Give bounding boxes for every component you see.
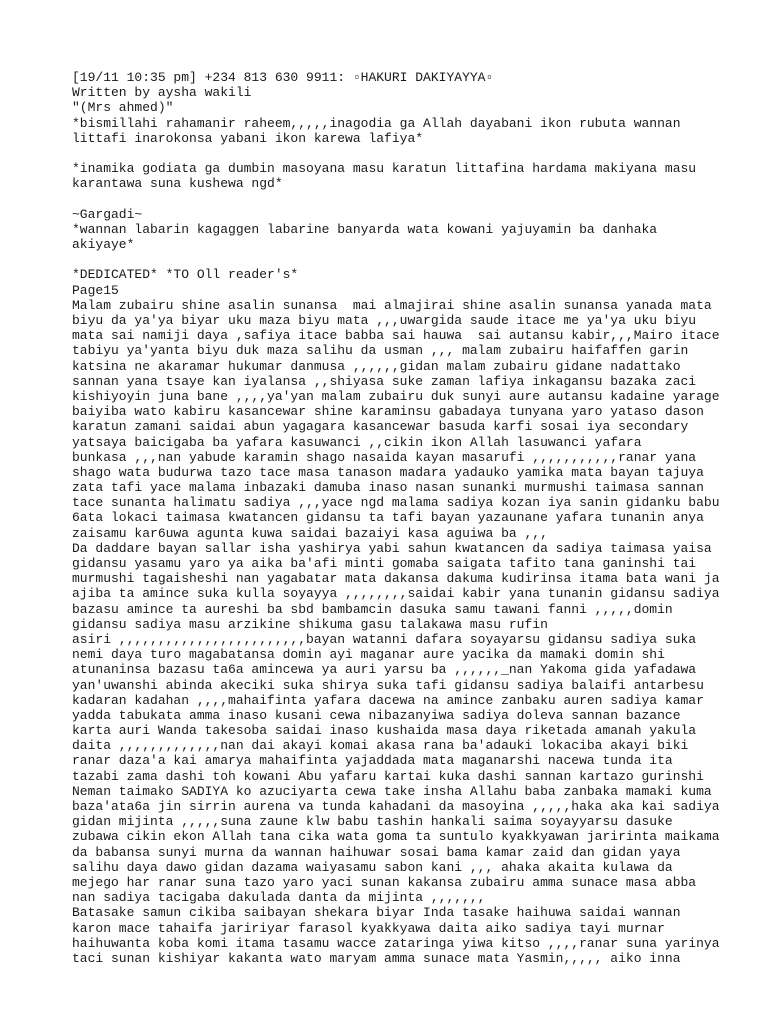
text-line: littafi inarokonsa yabani ikon karewa lafiya* xyxy=(72,130,424,146)
text-line: yan'uwanshi abinda akeciki suka shirya suka tafi gidansu sadiya balaifi antarbesu xyxy=(72,677,704,693)
text-line: yadda tabukata amma inaso kusani cewa nibazanyiwa sadiya doleva sannan bazance xyxy=(72,707,681,723)
text-line: Da daddare bayan sallar isha yashirya yabi sahun kwatancen da sadiya taimasa yaisa xyxy=(72,540,712,556)
text-line: Neman taimako SADIYA ko azuciyarta cewa take insha Allahu baba zanbaka mamaki kuma xyxy=(72,783,712,799)
text-line: karatun zamani saidai abun yagagara kasancewar basuda karfi sosai iya secondary xyxy=(72,419,689,435)
text-line: mejego har ranar suna tazo yaro yaci sunan kakansa zubairu amma sunace masa abba xyxy=(72,874,697,890)
text-line: asiri ,,,,,,,,,,,,,,,,,,,,,,,,bayan watanni dafara soyayarsu gidansu sadiya suka xyxy=(72,631,697,647)
text-line: *DEDICATED* *TO Oll reader's* xyxy=(72,267,299,283)
text-line: ~Gargadi~ xyxy=(72,206,143,222)
blank-line xyxy=(72,146,712,161)
text-line: nemi daya turo magabatansa domin ayi maganar aure yacika da mamaki domin shi xyxy=(72,647,665,663)
text-line: karon mace tahaifa jaririyar farasol kyakkyawa daita aiko sadiya tayi murnar xyxy=(72,920,665,936)
text-line: daita ,,,,,,,,,,,,,nan dai akayi komai akasa rana ba'adauki lokaciba akayi biki xyxy=(72,738,689,754)
text-line: 6ata lokaci taimasa kwatancen gidansu ta tafi bayan yazaunane yafara tunanin anya xyxy=(72,510,704,526)
text-line: bunkasa ,,,nan yabude karamin shago nasaida kayan masarufi ,,,,,,,,,,,ranar yana xyxy=(72,449,697,465)
text-line: sannan yana tsaye kan iyalansa ,,shiyasa suke zaman lafiya inkagansu bazaka zaci xyxy=(72,373,697,389)
text-line: ajiba ta amince suka kulla soyayya ,,,,,,,,saidai kabir yana tunanin gidansu sadiya xyxy=(72,586,720,602)
text-line: zata tafi yace malama inbazaki damuba inaso nasan sunanki murmushi taimasa sannan xyxy=(72,480,704,496)
text-line: *wannan labarin kagaggen labarine banyarda wata kowani yajuyamin ba danhaka xyxy=(72,221,658,237)
text-line: tabiyu ya'yanta biyu duk maza salihu da usman ,,, malam zubairu haifaffen garin xyxy=(72,343,689,359)
blank-line xyxy=(72,252,712,267)
text-line: gidan mijinta ,,,,,suna zaune klw babu tashin hankali saima soyayyarsu dasuke xyxy=(72,814,673,830)
text-line: baza'ata6a jin sirrin aurena va tunda kahadani da masoyina ,,,,,haka aka kai sadiya xyxy=(72,799,720,814)
text-line: haihuwanta koba komi itama tasamu wacce zataringa yiwa kitso ,,,,ranar suna yarinya xyxy=(72,935,720,951)
text-line: Batasake samun cikiba saibayan shekara biyar Inda tasake haihuwa saidai wannan xyxy=(72,905,681,921)
text-line: tace sunanta halimatu sadiya ,,,yace ngd malama sadiya kozan iya sanin gidanku babu xyxy=(72,495,720,511)
text-line: gidansu sadiya masu arzikine shikuma gasu talakawa masu rufin xyxy=(72,616,548,632)
text-line: karantawa suna kushewa ngd* xyxy=(72,176,283,192)
text-line: gidansu yasamu yaro ya aika ba'afi minti gomaba saigata tafito tana ganinshi tai xyxy=(72,556,697,571)
text-line: Written by aysha wakili xyxy=(72,85,252,101)
text-line: kadaran kadahan ,,,,mahaifinta yafara dacewa na amince zanbaku auren sadiya kamar xyxy=(72,692,704,708)
text-line: Malam zubairu shine asalin sunansa mai almajirai shine asalin sunansa yanada mata xyxy=(72,297,712,313)
text-line: zubawa cikin ekon Allah tana cika wata goma ta suntulo kyakkyawan jaririnta maikama xyxy=(72,829,720,845)
text-line: mata sai namiji daya ,safiya itace babba sai hauwa sai autansu kabir,,,Mairo itace xyxy=(72,328,720,344)
text-line: Page15 xyxy=(72,282,119,298)
text-line: [19/11 10:35 pm] +234 813 630 9911: ▫HAKURI DAKIYAYYA▫ xyxy=(72,70,494,85)
text-line: salihu daya dawo gidan dazama waiyasamu sabon kani ,,, ahaka akaita kulawa da xyxy=(72,859,673,875)
blank-line xyxy=(72,192,712,207)
text-line: *inamika godiata ga dumbin masoyana masu karatun littafina hardama makiyana masu xyxy=(72,161,697,177)
text-line: biyu da ya'ya biyar uku maza biyu mata ,,,uwargida saude itace me ya'ya uku biyu xyxy=(72,313,697,328)
text-line: akiyaye* xyxy=(72,237,135,253)
text-line: karta auri Wanda takesoba saidai inaso kushaida masa daya riketada amanah yakula xyxy=(72,723,697,739)
text-line: tazabi zama dashi toh kowani Abu yafaru kartai kuka dashi sannan kartazo gurinshi xyxy=(72,768,704,784)
text-line: taci sunan kishiyar kakanta wato maryam amma sunace mata Yasmin,,,,, aiko inna xyxy=(72,950,681,966)
text-line: da babansa sunyi murna da wannan haihuwar sosai bama kamar zaid dan gidan yaya xyxy=(72,844,681,860)
text-line: bazasu amince ta aureshi ba sbd bambamcin dasuka samu tawani fanni ,,,,,domin xyxy=(72,601,673,617)
text-line: yatsaya baicigaba ba yafara kasuwanci ,,cikin ikon Allah lasuwanci yafara xyxy=(72,434,642,450)
text-line: *bismillahi rahamanir raheem,,,,,inagodia ga Allah dayabani ikon rubuta wannan xyxy=(72,115,681,131)
document-page xyxy=(72,70,720,966)
text-line: ranar daza'a kai amarya mahaifinta yajaddada mata maganarshi nacewa tunda ita xyxy=(72,753,673,769)
text-line: baiyiba wato kabiru kasancewar shine karaminsu gabadaya tunyana yaro yataso dason xyxy=(72,404,704,420)
text-line: nan sadiya tacigaba dakulada danta da mijinta ,,,,,,, xyxy=(72,890,486,906)
text-line: murmushi tagaisheshi nan yagabatar mata dakansa dakuma kudirinsa itama bata wani ja xyxy=(72,571,720,587)
text-line: shago wata budurwa tazo tace masa tanason madara yadauko yamika mata bayan tajuya xyxy=(72,464,704,480)
text-line: "(Mrs ahmed)" xyxy=(72,100,174,116)
text-line: zaisamu kar6uwa agunta kuwa saidai bazaiyi kasa aguiwa ba ,,, xyxy=(72,525,548,541)
text-line: katsina ne akaramar hukumar danmusa ,,,,,,gidan malam zubairu gidane nadattako xyxy=(72,358,681,374)
text-line: kishiyoyin juna bane ,,,,ya'yan malam zubairu duk sunyi aure autansu kadaine yarage xyxy=(72,388,720,404)
text-line: atunaninsa bazasu ta6a amincewa ya auri yarsu ba ,,,,,,_nan Yakoma gida yafadawa xyxy=(72,662,697,678)
